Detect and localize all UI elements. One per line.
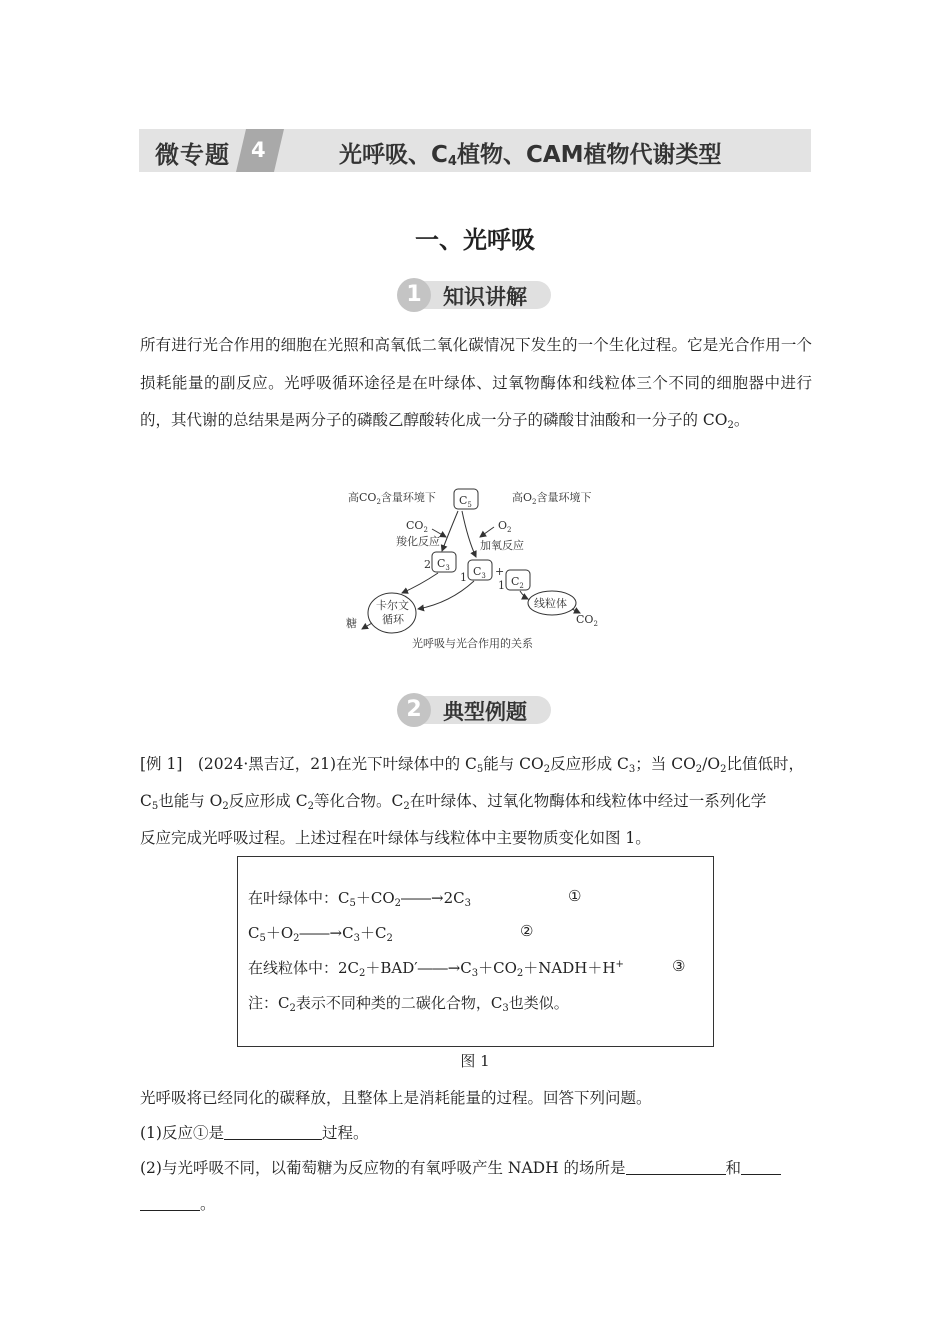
pill-number: 2	[397, 693, 431, 727]
topic-banner	[139, 129, 811, 172]
answer-blank[interactable]	[741, 1160, 781, 1175]
c5-label: $C_5$	[459, 494, 472, 509]
reaction-note: 注：$C_2$表示不同种类的二碳化合物，$C_3$也类似。	[248, 994, 569, 1014]
question-2-cont: 。	[140, 1192, 216, 1214]
o2-in-label: $O_2$	[498, 519, 512, 534]
figure-caption: 光呼吸与光合作用的关系	[412, 637, 533, 650]
c3-return-arrow	[418, 581, 474, 609]
reaction-3: 在线粒体中：$2C_2+BAD'――\to C_3+CO_2+NADH+H^+$	[248, 959, 624, 979]
pill-label: 知识讲解	[443, 285, 527, 309]
examples-pill	[397, 693, 557, 727]
plus-sign: +	[495, 565, 505, 578]
intro-paragraph: 所有进行光合作用的细胞在光照和高氧低二氧化碳情况下发生的一个生化过程。它是光合作用一个损耗能量的副反应。光呼吸循环途径是在叶绿体、过氧物酶体和线粒体三个不同的细胞器中进行的，其代谢的总结果是两分子的磷酸乙醇酸转化成一分子的磷酸甘油酸和一分子的 $CO_2$。	[140, 336, 812, 431]
example-line-2: $C_5$也能与 $O_2$反应形成 $C_2$等化合物。$C_2$在叶绿体、过氧化物酶体和线粒体中经过一系列化学	[140, 792, 767, 812]
example-line-3: 反应完成光呼吸过程。上述过程在叶绿体与线粒体中主要物质变化如图 1。	[140, 829, 651, 847]
carboxylation-label: 羧化反应	[396, 535, 440, 548]
pill-label: 典型例题	[443, 700, 527, 724]
knowledge-pill	[397, 278, 557, 312]
calvin-label-2: 循环	[382, 613, 404, 626]
sugar-arrow	[362, 623, 372, 629]
section-title: 一、光呼吸	[415, 226, 535, 254]
high-co2-label: 高$CO_2$含量环境下	[348, 491, 436, 506]
co2-in-label: $CO_2$	[406, 519, 428, 534]
photorespiration-diagram	[340, 485, 610, 657]
banner-title: 光呼吸、$C_4$植物、CAM植物代谢类型	[339, 142, 722, 169]
coef-one-b: 1	[498, 579, 505, 592]
sugar-label: 糖	[346, 617, 357, 630]
c2-label: $C_2$	[511, 575, 524, 590]
co2-out-label: $CO_2$	[576, 613, 598, 628]
coef-one-a: 1	[460, 571, 467, 584]
reaction-2-number: ②	[520, 922, 534, 940]
c2-to-mito-arrow	[520, 591, 528, 599]
question-1: (1)反应①是 过程。	[140, 1124, 369, 1142]
reaction-2: $C_5+O_2――\to C_3+C_2$	[248, 924, 393, 944]
c3-label-right: $C_3$	[473, 565, 486, 580]
figure-1-caption: 图 1	[460, 1052, 490, 1070]
o2-input-arrow	[480, 527, 494, 537]
reaction-box	[237, 856, 714, 1047]
banner-label: 微专题	[155, 140, 230, 169]
example-line-1: [例 1] (2024·黑吉辽，21)在光下叶绿体中的 $C_5$能与 $CO_2$反应形成 $C_3$；当 $CO_2/O_2$比值低时，	[140, 755, 804, 775]
reaction-1: 在叶绿体中：$C_5+CO_2――\to 2C_3$	[248, 889, 471, 909]
reaction-1-number: ①	[568, 887, 582, 905]
c3-label-left: $C_3$	[437, 557, 450, 572]
answer-blank[interactable]	[224, 1125, 322, 1140]
carboxylation-arrow	[442, 511, 458, 551]
question-intro: 光呼吸将已经同化的碳释放，且整体上是消耗能量的过程。回答下列问题。	[140, 1089, 652, 1107]
calvin-label-1: 卡尔文	[376, 599, 409, 612]
mito-label: 线粒体	[534, 597, 567, 610]
c3-to-calvin-arrow	[402, 573, 438, 593]
oxygenation-arrow	[462, 511, 476, 557]
reaction-3-number: ③	[672, 957, 686, 975]
pill-number: 1	[397, 278, 431, 312]
coef-two: 2	[424, 558, 431, 571]
high-o2-label: 高$O_2$含量环境下	[512, 491, 592, 506]
answer-blank[interactable]	[626, 1160, 726, 1175]
banner-number: 4	[251, 138, 266, 162]
question-2: (2)与光呼吸不同，以葡萄糖为反应物的有氧呼吸产生 NADH 的场所是 和	[140, 1156, 781, 1178]
oxygenation-label: 加氧反应	[480, 539, 524, 552]
answer-blank[interactable]	[140, 1196, 200, 1211]
